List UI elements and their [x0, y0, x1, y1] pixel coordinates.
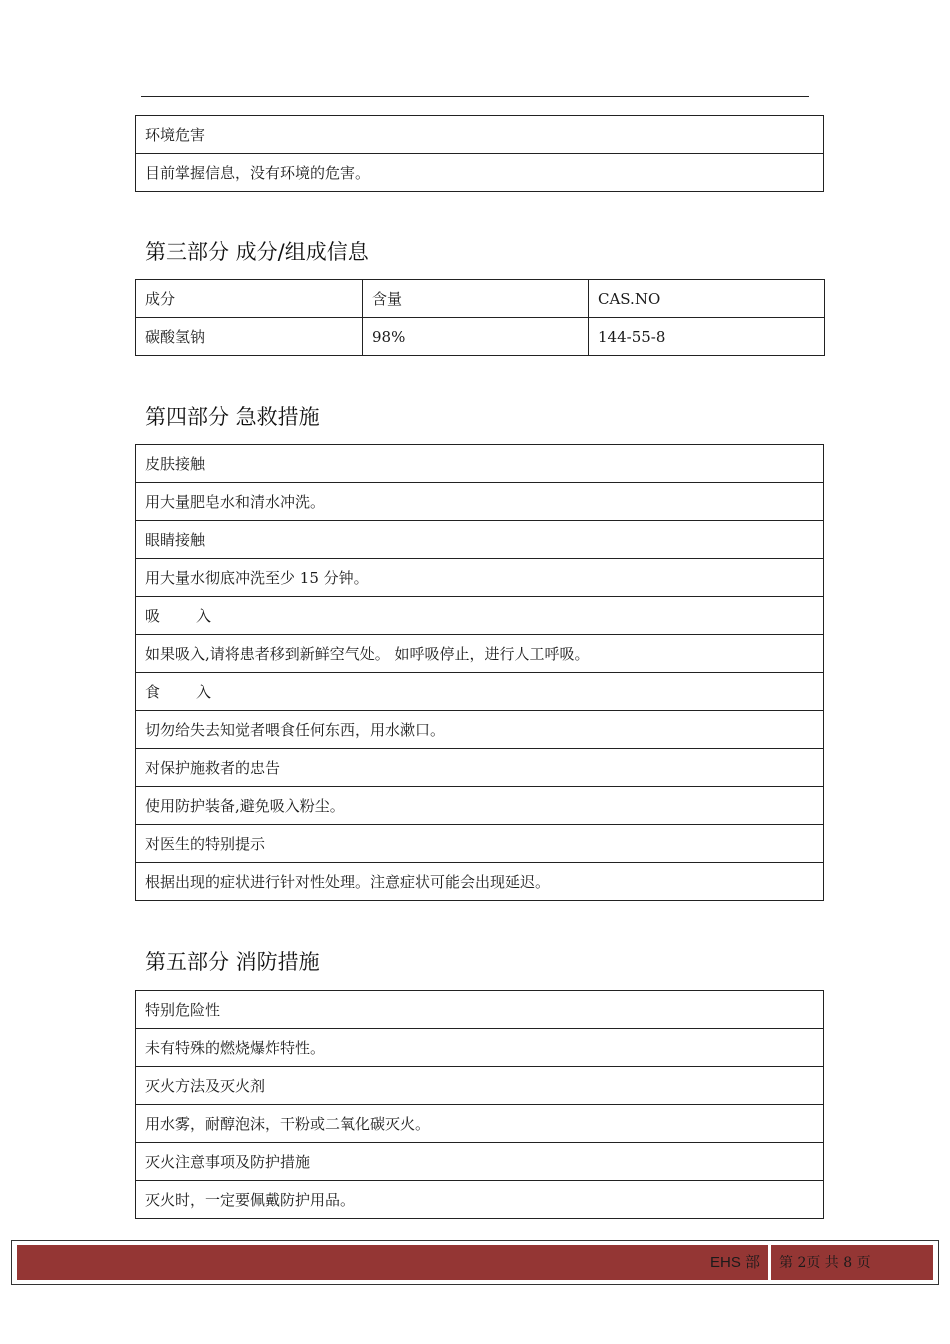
rescuer-advice-text: 使用防护装备,避免吸入粉尘。	[136, 787, 824, 825]
header-rule	[141, 96, 809, 97]
ingestion-header	[136, 673, 824, 711]
table-row	[136, 1029, 824, 1067]
column-header-component: 成分	[136, 280, 363, 318]
table-header-row	[136, 280, 825, 318]
table-row	[136, 559, 824, 597]
special-hazard-text: 未有特殊的燃烧爆炸特性。	[136, 1029, 824, 1067]
ingestion-text: 切勿给失去知觉者喂食任何东西，用水漱口。	[136, 711, 824, 749]
table-row	[136, 787, 824, 825]
firefighting-table	[135, 990, 824, 1219]
eye-contact-header: 眼睛接触	[136, 521, 824, 559]
table-row	[136, 445, 824, 483]
page-footer	[11, 1240, 939, 1285]
special-hazard-header: 特别危险性	[136, 991, 824, 1029]
section3-title: 第三部分 成分/组成信息	[145, 240, 369, 264]
inhalation-header-char-2: 入	[196, 607, 212, 625]
table-row	[136, 1181, 824, 1219]
table-row	[136, 154, 824, 192]
table-row	[136, 863, 824, 901]
section5-title: 第五部分 消防措施	[145, 950, 320, 974]
column-header-cas: CAS.NO	[589, 280, 825, 318]
table-row	[136, 116, 824, 154]
extinguishing-method-text: 用水雾，耐醇泡沫，干粉或二氧化碳灭火。	[136, 1105, 824, 1143]
table-row	[136, 1143, 824, 1181]
table-row	[136, 1105, 824, 1143]
ingestion-header-char-2: 入	[196, 683, 212, 701]
table-row	[136, 673, 824, 711]
table-row	[136, 635, 824, 673]
physician-note-header: 对医生的特别提示	[136, 825, 824, 863]
cell-content: 98%	[363, 318, 589, 356]
environment-hazard-header: 环境危害	[136, 116, 824, 154]
table-row	[136, 991, 824, 1029]
rescuer-advice-header: 对保护施救者的忠告	[136, 749, 824, 787]
eye-contact-text: 用大量水彻底冲洗至少 15 分钟。	[136, 559, 824, 597]
skin-contact-text: 用大量肥皂水和清水冲洗。	[136, 483, 824, 521]
extinguishing-method-header: 灭火方法及灭火剂	[136, 1067, 824, 1105]
table-row	[136, 711, 824, 749]
column-header-content: 含量	[363, 280, 589, 318]
footer-page-number: 第 2页 共 8 页	[779, 1255, 871, 1271]
table-row	[136, 483, 824, 521]
table-row	[136, 1067, 824, 1105]
firefighting-precautions-text: 灭火时，一定要佩戴防护用品。	[136, 1181, 824, 1219]
section4-title: 第四部分 急救措施	[145, 405, 320, 429]
first-aid-table	[135, 444, 824, 901]
inhalation-text: 如果吸入,请将患者移到新鲜空气处。 如呼吸停止，进行人工呼吸。	[136, 635, 824, 673]
table-row	[136, 749, 824, 787]
footer-divider	[768, 1245, 771, 1280]
cell-cas: 144-55-8	[589, 318, 825, 356]
table-row	[136, 318, 825, 356]
physician-note-text: 根据出现的症状进行针对性处理。注意症状可能会出现延迟。	[136, 863, 824, 901]
table-row	[136, 521, 824, 559]
table-row	[136, 597, 824, 635]
environment-hazard-text: 目前掌握信息，没有环境的危害。	[136, 154, 824, 192]
cell-component: 碳酸氢钠	[136, 318, 363, 356]
skin-contact-header: 皮肤接触	[136, 445, 824, 483]
table-row	[136, 825, 824, 863]
footer-department: EHS 部	[709, 1254, 760, 1271]
inhalation-header	[136, 597, 824, 635]
inhalation-header-char-1: 吸	[145, 607, 161, 625]
environment-hazard-table	[135, 115, 824, 192]
firefighting-precautions-header: 灭火注意事项及防护措施	[136, 1143, 824, 1181]
composition-table	[135, 279, 825, 356]
ingestion-header-char-1: 食	[145, 683, 161, 701]
